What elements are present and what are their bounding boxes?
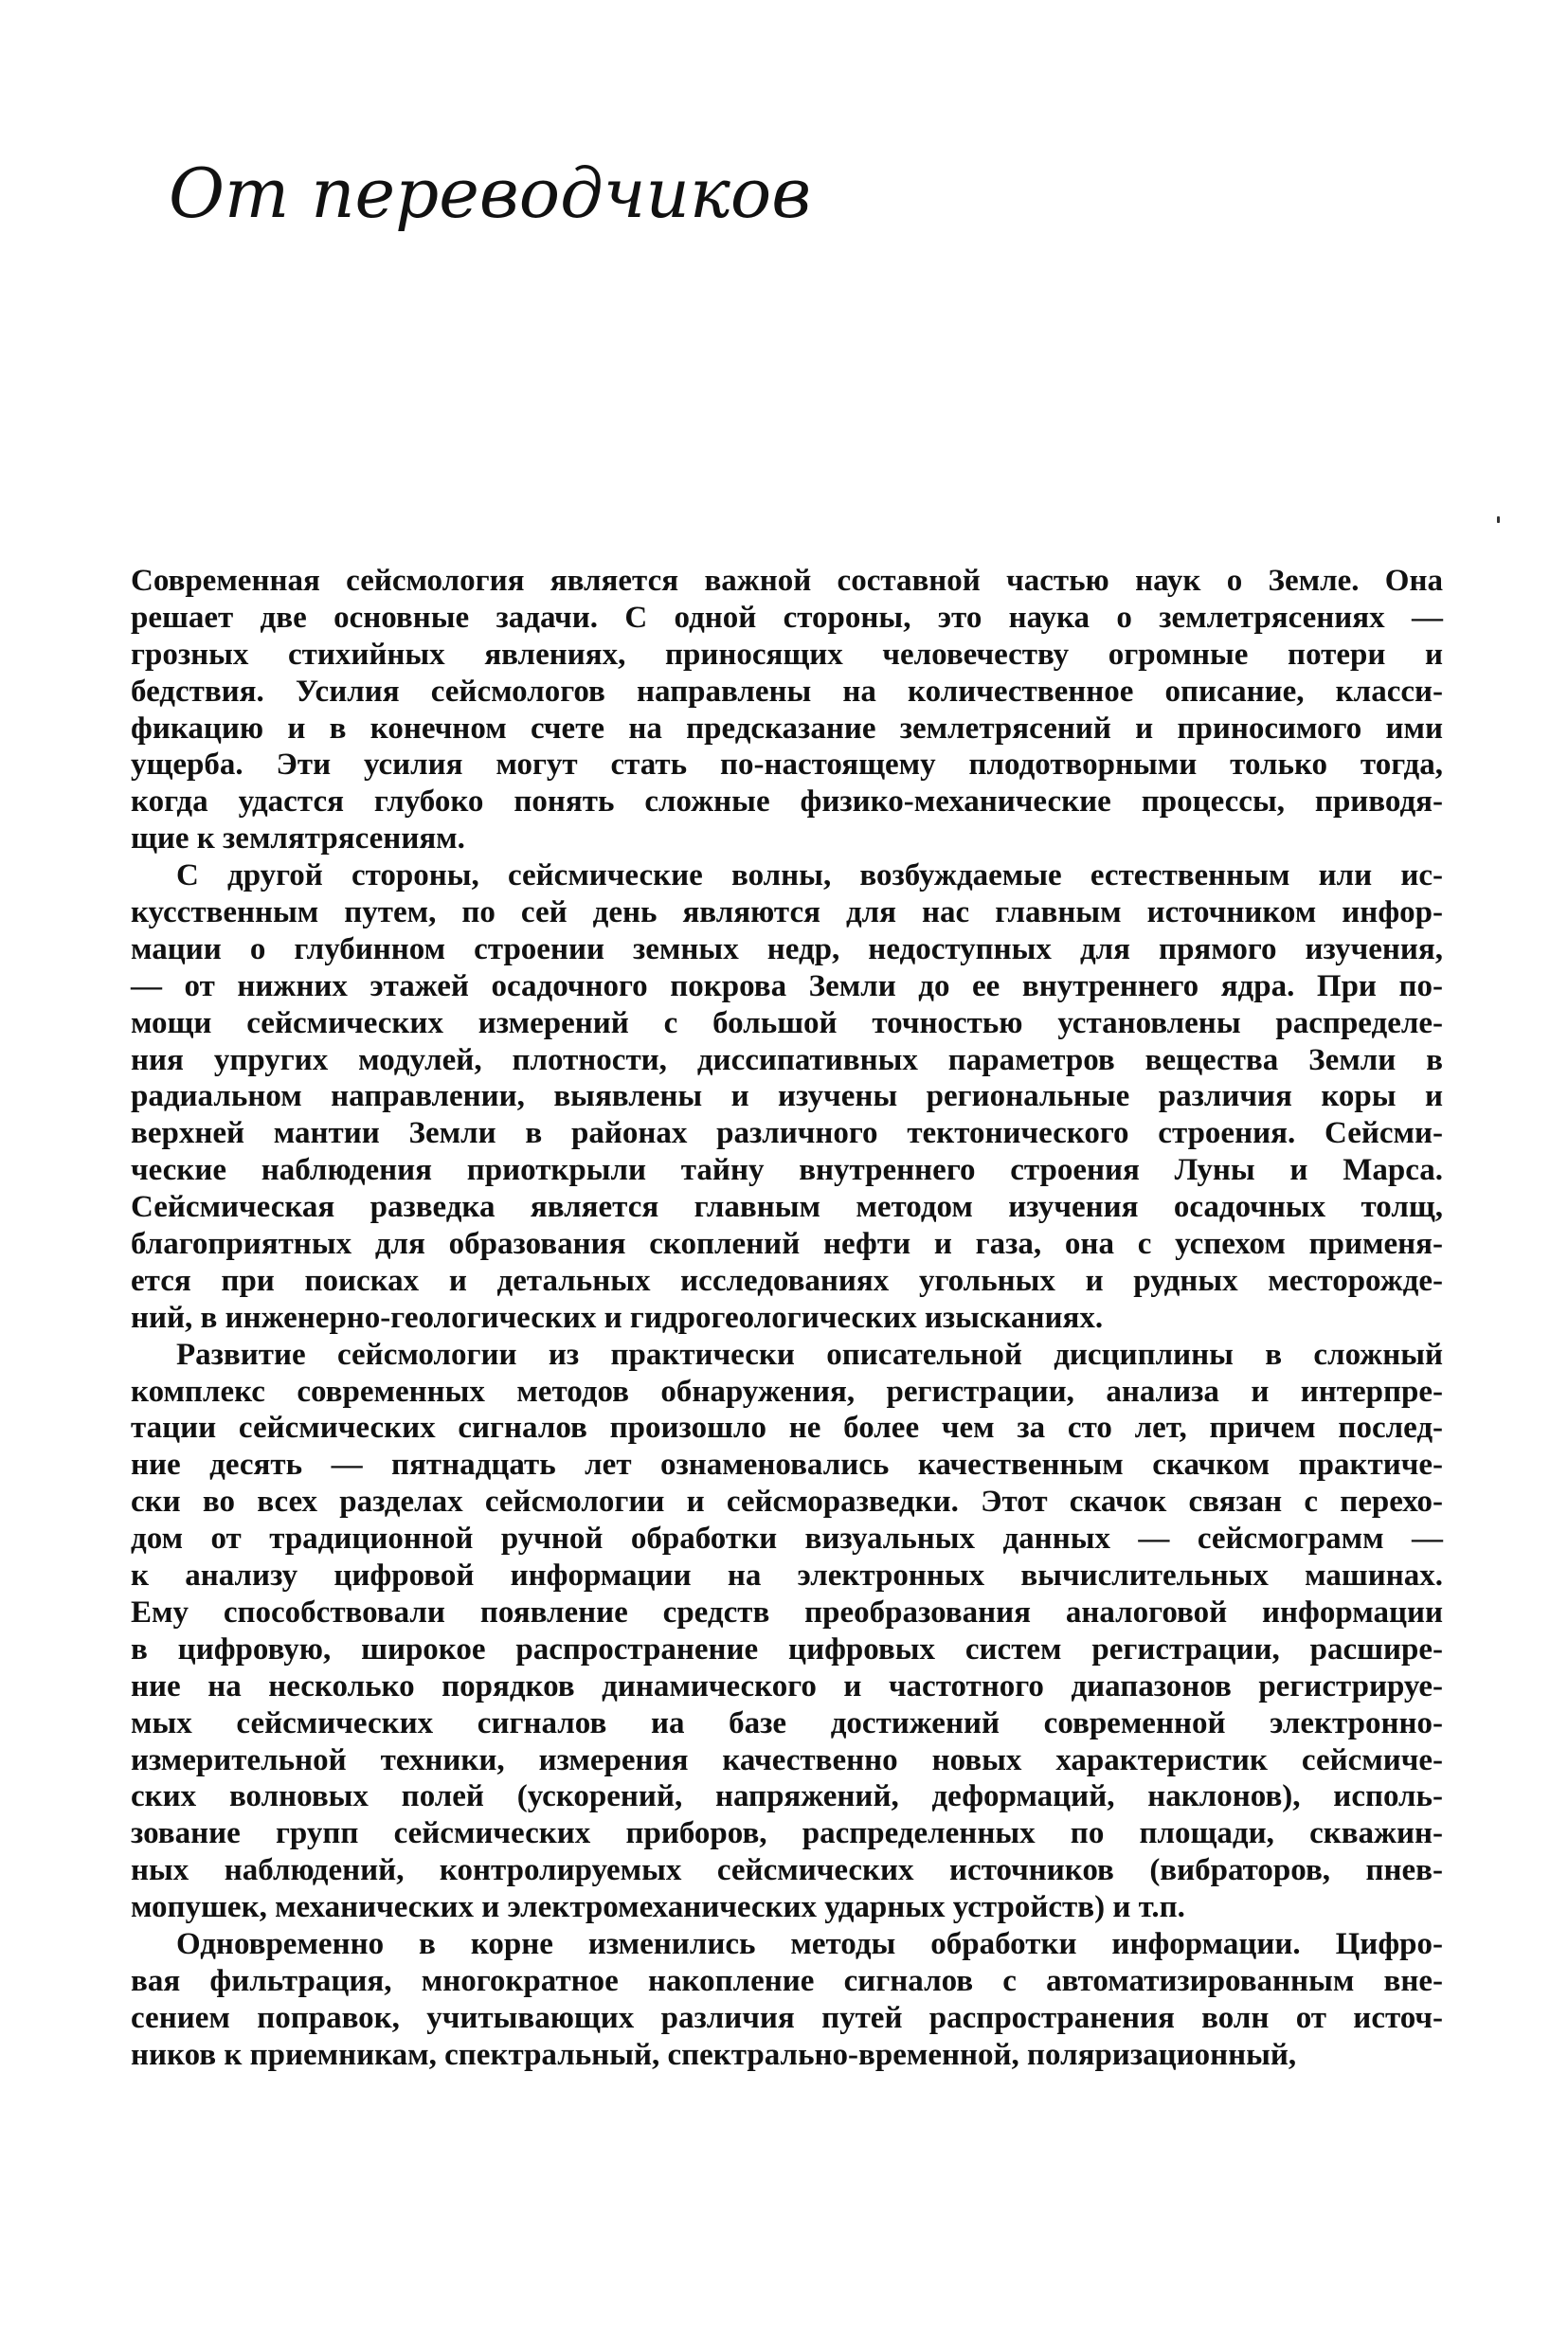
text-line: мопушек, механических и электромеханических ударных устройств) и т.п.: [131, 1890, 1185, 1925]
text-line: ческие наблюдения приоткрыли тайну внутреннего строения Луны и Марса.: [131, 1153, 1443, 1188]
text-line: к анализу цифровой информации на электронных вычислительных машинах.: [131, 1559, 1443, 1594]
text-line: ных наблюдений, контролируемых сейсмических источников (вибраторов, пнев-: [131, 1853, 1443, 1888]
text-line: грозных стихийных явлениях, приносящих человечеству огромные потери и: [131, 637, 1443, 672]
text-line: фикацию и в конечном счете на предсказание землетрясений и приносимого ими: [131, 711, 1443, 746]
text-line: верхней мантии Земли в районах различного тектонического строения. Сейсми-: [131, 1116, 1443, 1151]
text-line: Развитие сейсмологии из практически описательной дисциплины в сложный: [176, 1337, 1443, 1372]
text-line: зование групп сейсмических приборов, распределенных по площади, скважин-: [131, 1816, 1443, 1851]
text-line: — от нижних этажей осадочного покрова Земли до ее внутреннего ядра. При по-: [131, 968, 1443, 1003]
text-line: ние на несколько порядков динамического и частотного диапазонов регистрируе-: [131, 1668, 1443, 1703]
text-line: комплекс современных методов обнаружения, регистрации, анализа и интерпре-: [131, 1374, 1443, 1409]
text-line: в цифровую, широкое распространение цифровых систем регистрации, расшире-: [131, 1631, 1443, 1667]
text-line: мации о глубинном строении земных недр, недоступных для прямого изучения,: [131, 931, 1443, 966]
text-line: дом от традиционной ручной обработки визуальных данных — сейсмограмм —: [131, 1522, 1443, 1557]
text-line: когда удастся глубоко понять сложные физико-механические процессы, приводя-: [131, 784, 1443, 820]
text-line: кусственным путем, по сей день являются для нас главным источником инфор-: [131, 895, 1443, 930]
text-line: ников к приемникам, спектральный, спектрально-временной, поляризационный,: [131, 2037, 1297, 2072]
text-line: решает две основные задачи. С одной стороны, это наука о землетрясениях —: [131, 600, 1443, 635]
paragraph: [131, 1926, 1443, 2074]
paragraph: [131, 1337, 1443, 1926]
text-line: Ему способствовали появление средств преобразования аналоговой информации: [131, 1595, 1443, 1630]
text-line: мых сейсмических сигналов иа базе достижений современной электронно-: [131, 1705, 1443, 1740]
paragraph: [131, 857, 1443, 1337]
text-line: вая фильтрация, многократное накопление сигналов с автоматизированным вне-: [131, 1963, 1443, 1998]
scan-speck: [1497, 516, 1500, 523]
text-line: ется при поисках и детальных исследованиях угольных и рудных месторожде-: [131, 1263, 1443, 1298]
text-line: ски во всех разделах сейсмологии и сейсморазведки. Этот скачок связан с перехо-: [131, 1485, 1443, 1520]
text-line: благоприятных для образования скоплений нефти и газа, она с успехом применя-: [131, 1227, 1443, 1262]
text-line: ущерба. Эти усилия могут стать по-настоящему плодотворными только тогда,: [131, 748, 1443, 783]
text-line: тации сейсмических сигналов произошло не более чем за сто лет, причем послед-: [131, 1411, 1443, 1446]
text-line: Одновременно в корне изменились методы обработки информации. Цифро-: [176, 1926, 1443, 1961]
text-line: сением поправок, учитывающих различия путей распространения волн от источ-: [131, 2000, 1443, 2035]
text-line: Современная сейсмология является важной составной частью наук о Земле. Она: [131, 564, 1443, 598]
text-line: С другой стороны, сейсмические волны, возбуждаемые естественным или ис-: [176, 858, 1443, 893]
text-line: ния упругих модулей, плотности, диссипативных параметров вещества Земли в: [131, 1042, 1443, 1077]
text-line: измерительной техники, измерения качественно новых характеристик сейсмиче-: [131, 1742, 1443, 1777]
paragraph: [131, 563, 1443, 857]
text-line: ний, в инженерно-геологических и гидрогеологических изысканиях.: [131, 1300, 1104, 1335]
chapter-title: От переводчиков: [169, 153, 812, 233]
text-line: щие к землятрясениям.: [131, 821, 465, 856]
text-line: мощи сейсмических измерений с большой точностью установлены распределе-: [131, 1005, 1443, 1040]
text-line: Сейсмическая разведка является главным методом изучения осадочных толщ,: [131, 1190, 1443, 1225]
body-text: [131, 563, 1443, 2074]
text-line: ние десять — пятнадцать лет ознаменовались качественным скачком практиче-: [131, 1448, 1443, 1483]
text-line: ских волновых полей (ускорений, напряжений, деформаций, наклонов), исполь-: [131, 1779, 1443, 1814]
text-line: радиальном направлении, выявлены и изучены региональные различия коры и: [131, 1079, 1443, 1114]
text-line: бедствия. Усилия сейсмологов направлены на количественное описание, класси-: [131, 674, 1443, 709]
